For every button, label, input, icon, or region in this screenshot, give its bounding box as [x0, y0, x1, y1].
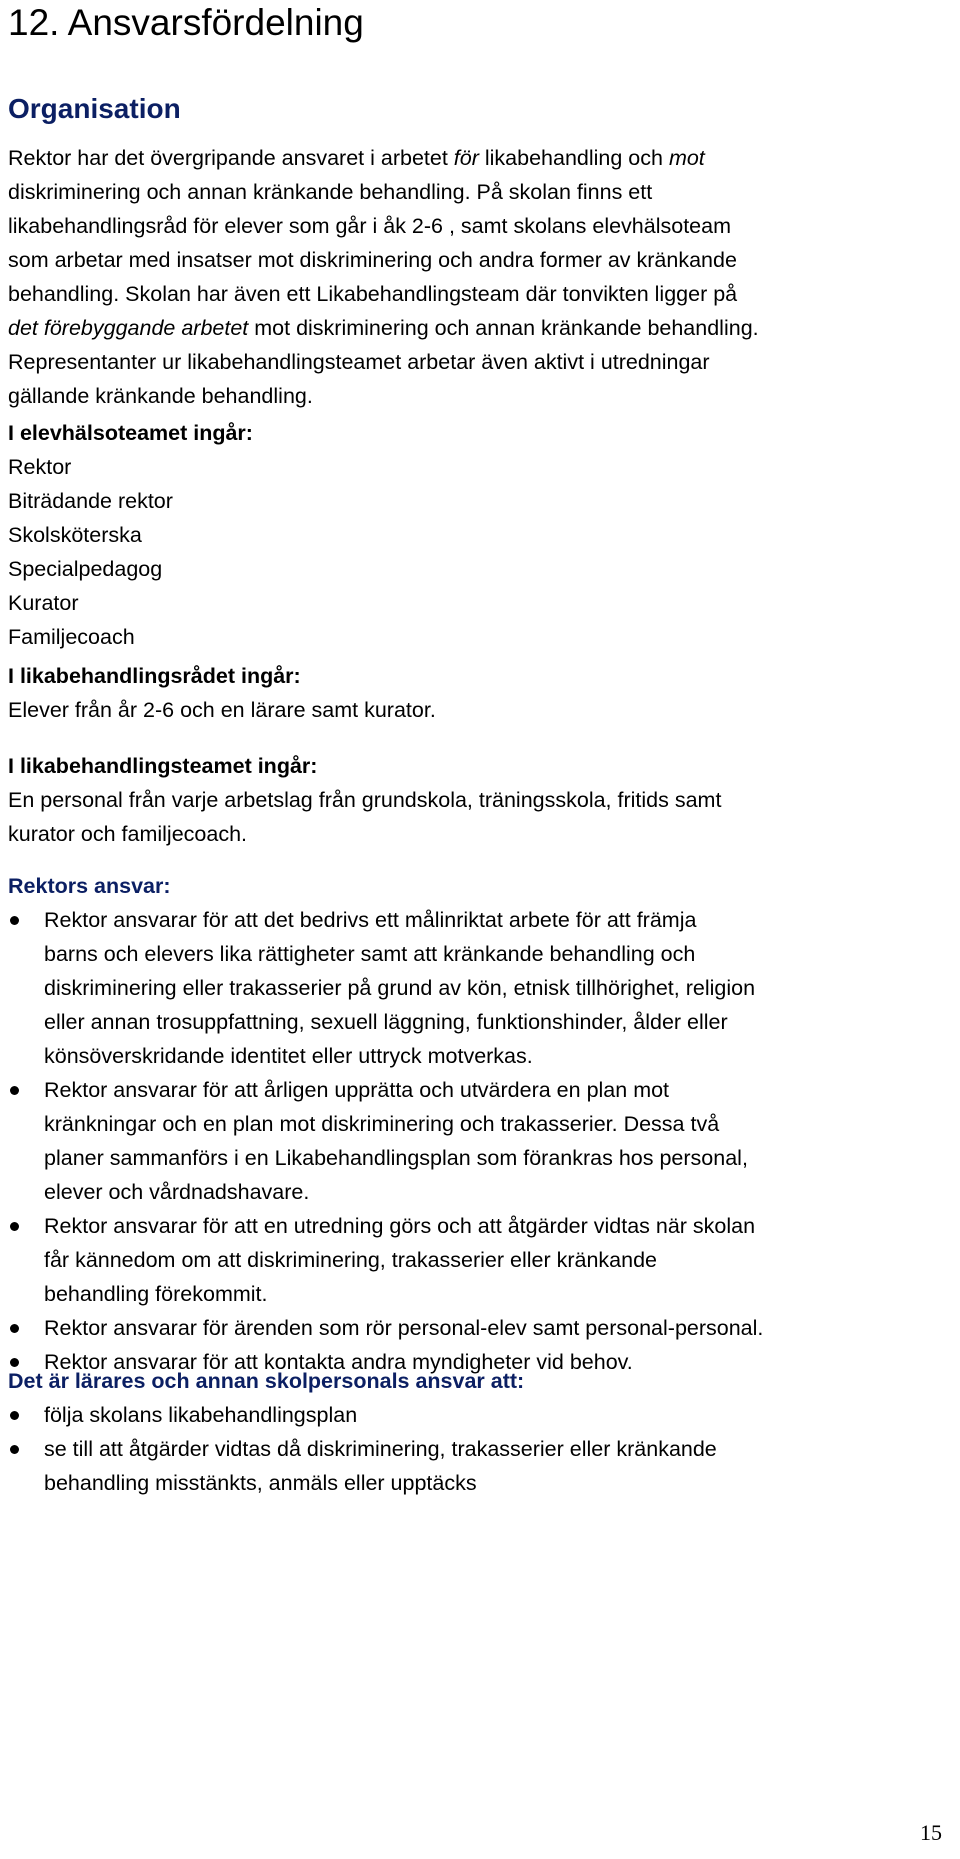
- likabehandlingsradet-text: Elever från år 2-6 och en lärare samt kurator.: [8, 698, 436, 722]
- bullet-text-line: behandling misstänkts, anmäls eller upptäcks: [44, 1471, 477, 1495]
- intro-line: det förebyggande arbetet mot diskriminering och annan kränkande behandling.: [8, 316, 759, 340]
- member-item: Kurator: [8, 591, 79, 615]
- bullet-dot-icon: [10, 916, 19, 925]
- bullet-text-line: får kännedom om att diskriminering, trakasserier eller kränkande: [44, 1248, 658, 1272]
- bullet-item: [0, 1073, 763, 1209]
- bullet-text-line: behandling förekommit.: [44, 1282, 268, 1306]
- bullet-item: [0, 903, 763, 1073]
- bullet-text-line: Rektor ansvarar för ärenden som rör personal-elev samt personal-personal.: [44, 1316, 764, 1340]
- likabehandlingsteamet-text: En personal från varje arbetslag från grundskola, träningsskola, fritids samt: [8, 788, 722, 812]
- member-item: Biträdande rektor: [8, 489, 173, 513]
- intro-line: diskriminering och annan kränkande behandling. På skolan finns ett: [8, 180, 653, 204]
- likabehandlingsteamet-heading: I likabehandlingsteamet ingår:: [8, 754, 318, 778]
- bullet-text-line: diskriminering eller trakasserier på grund av kön, etnisk tillhörighet, religion: [44, 976, 756, 1000]
- elevhalsoteam-heading: I elevhälsoteamet ingår:: [8, 421, 253, 445]
- likabehandlingsradet-heading: I likabehandlingsrådet ingår:: [8, 664, 301, 688]
- section-heading: Organisation: [8, 93, 181, 124]
- bullet-text-line: barns och elevers lika rättigheter samt att kränkande behandling och: [44, 942, 696, 966]
- bullet-item: [0, 1398, 717, 1432]
- page-title: 12. Ansvarsfördelning: [8, 2, 364, 43]
- intro-line: Representanter ur likabehandlingsteamet arbetar även aktivt i utredningar: [8, 350, 710, 374]
- emphasis-text: det förebyggande arbetet: [8, 316, 249, 340]
- bullet-text-line: följa skolans likabehandlingsplan: [44, 1403, 358, 1427]
- member-item: Rektor: [8, 455, 72, 479]
- member-item: Skolsköterska: [8, 523, 142, 547]
- page-number: 15: [920, 1820, 942, 1845]
- bullet-dot-icon: [10, 1086, 19, 1095]
- personal-ansvar-list: [0, 1398, 717, 1500]
- bullet-text-line: planer sammanförs i en Likabehandlingsplan som förankras hos personal,: [44, 1146, 748, 1170]
- intro-paragraph: [8, 141, 759, 413]
- bullet-item: [0, 1209, 763, 1311]
- intro-line: behandling. Skolan har även ett Likabehandlingsteam där tonvikten ligger på: [8, 282, 738, 306]
- intro-line: som arbetar med insatser mot diskriminering och andra former av kränkande: [8, 248, 737, 272]
- bullet-text-line: Rektor ansvarar för att en utredning görs och att åtgärder vidtas när skolan: [44, 1214, 756, 1238]
- bullet-dot-icon: [10, 1222, 19, 1231]
- elevhalsoteam-block: [8, 416, 253, 654]
- bullet-item: [0, 1311, 763, 1345]
- intro-line: Rektor har det övergripande ansvaret i arbetet för likabehandling och mot: [8, 146, 705, 170]
- intro-line: gällande kränkande behandling.: [8, 384, 313, 408]
- likabehandlingsteamet-text: kurator och familjecoach.: [8, 822, 247, 846]
- bullet-text-line: Rektor ansvarar för att årligen upprätta och utvärdera en plan mot: [44, 1078, 670, 1102]
- bullet-item: [0, 1432, 717, 1500]
- rektor-ansvar-heading: Rektors ansvar:: [8, 874, 171, 898]
- likabehandlingsradet-block: [8, 659, 436, 727]
- bullet-text-line: eller annan trosuppfattning, sexuell läggning, funktionshinder, ålder eller: [44, 1010, 728, 1034]
- likabehandlingsteamet-block: [8, 749, 721, 851]
- personal-ansvar-heading: Det är lärares och annan skolpersonals ansvar att:: [8, 1369, 525, 1393]
- emphasis-text: mot: [668, 146, 705, 170]
- bullet-text-line: elever och vårdnadshavare.: [44, 1180, 310, 1204]
- bullet-text-line: könsöverskridande identitet eller uttryck motverkas.: [44, 1044, 533, 1068]
- emphasis-text: för: [453, 146, 479, 170]
- intro-line: likabehandlingsråd för elever som går i åk 2-6 , samt skolans elevhälsoteam: [8, 214, 732, 238]
- bullet-dot-icon: [10, 1445, 19, 1454]
- bullet-text-line: kränkningar och en plan mot diskriminering och trakasserier. Dessa två: [44, 1112, 720, 1136]
- member-item: Specialpedagog: [8, 557, 163, 581]
- bullet-text-line: Rektor ansvarar för att kontakta andra myndigheter vid behov.: [44, 1350, 633, 1374]
- bullet-text-line: Rektor ansvarar för att det bedrivs ett målinriktat arbete för att främja: [44, 908, 697, 932]
- rektor-ansvar-list: [0, 903, 763, 1379]
- bullet-dot-icon: [10, 1324, 19, 1333]
- bullet-text-line: se till att åtgärder vidtas då diskriminering, trakasserier eller kränkande: [44, 1437, 717, 1461]
- bullet-dot-icon: [10, 1411, 19, 1420]
- member-item: Familjecoach: [8, 625, 135, 649]
